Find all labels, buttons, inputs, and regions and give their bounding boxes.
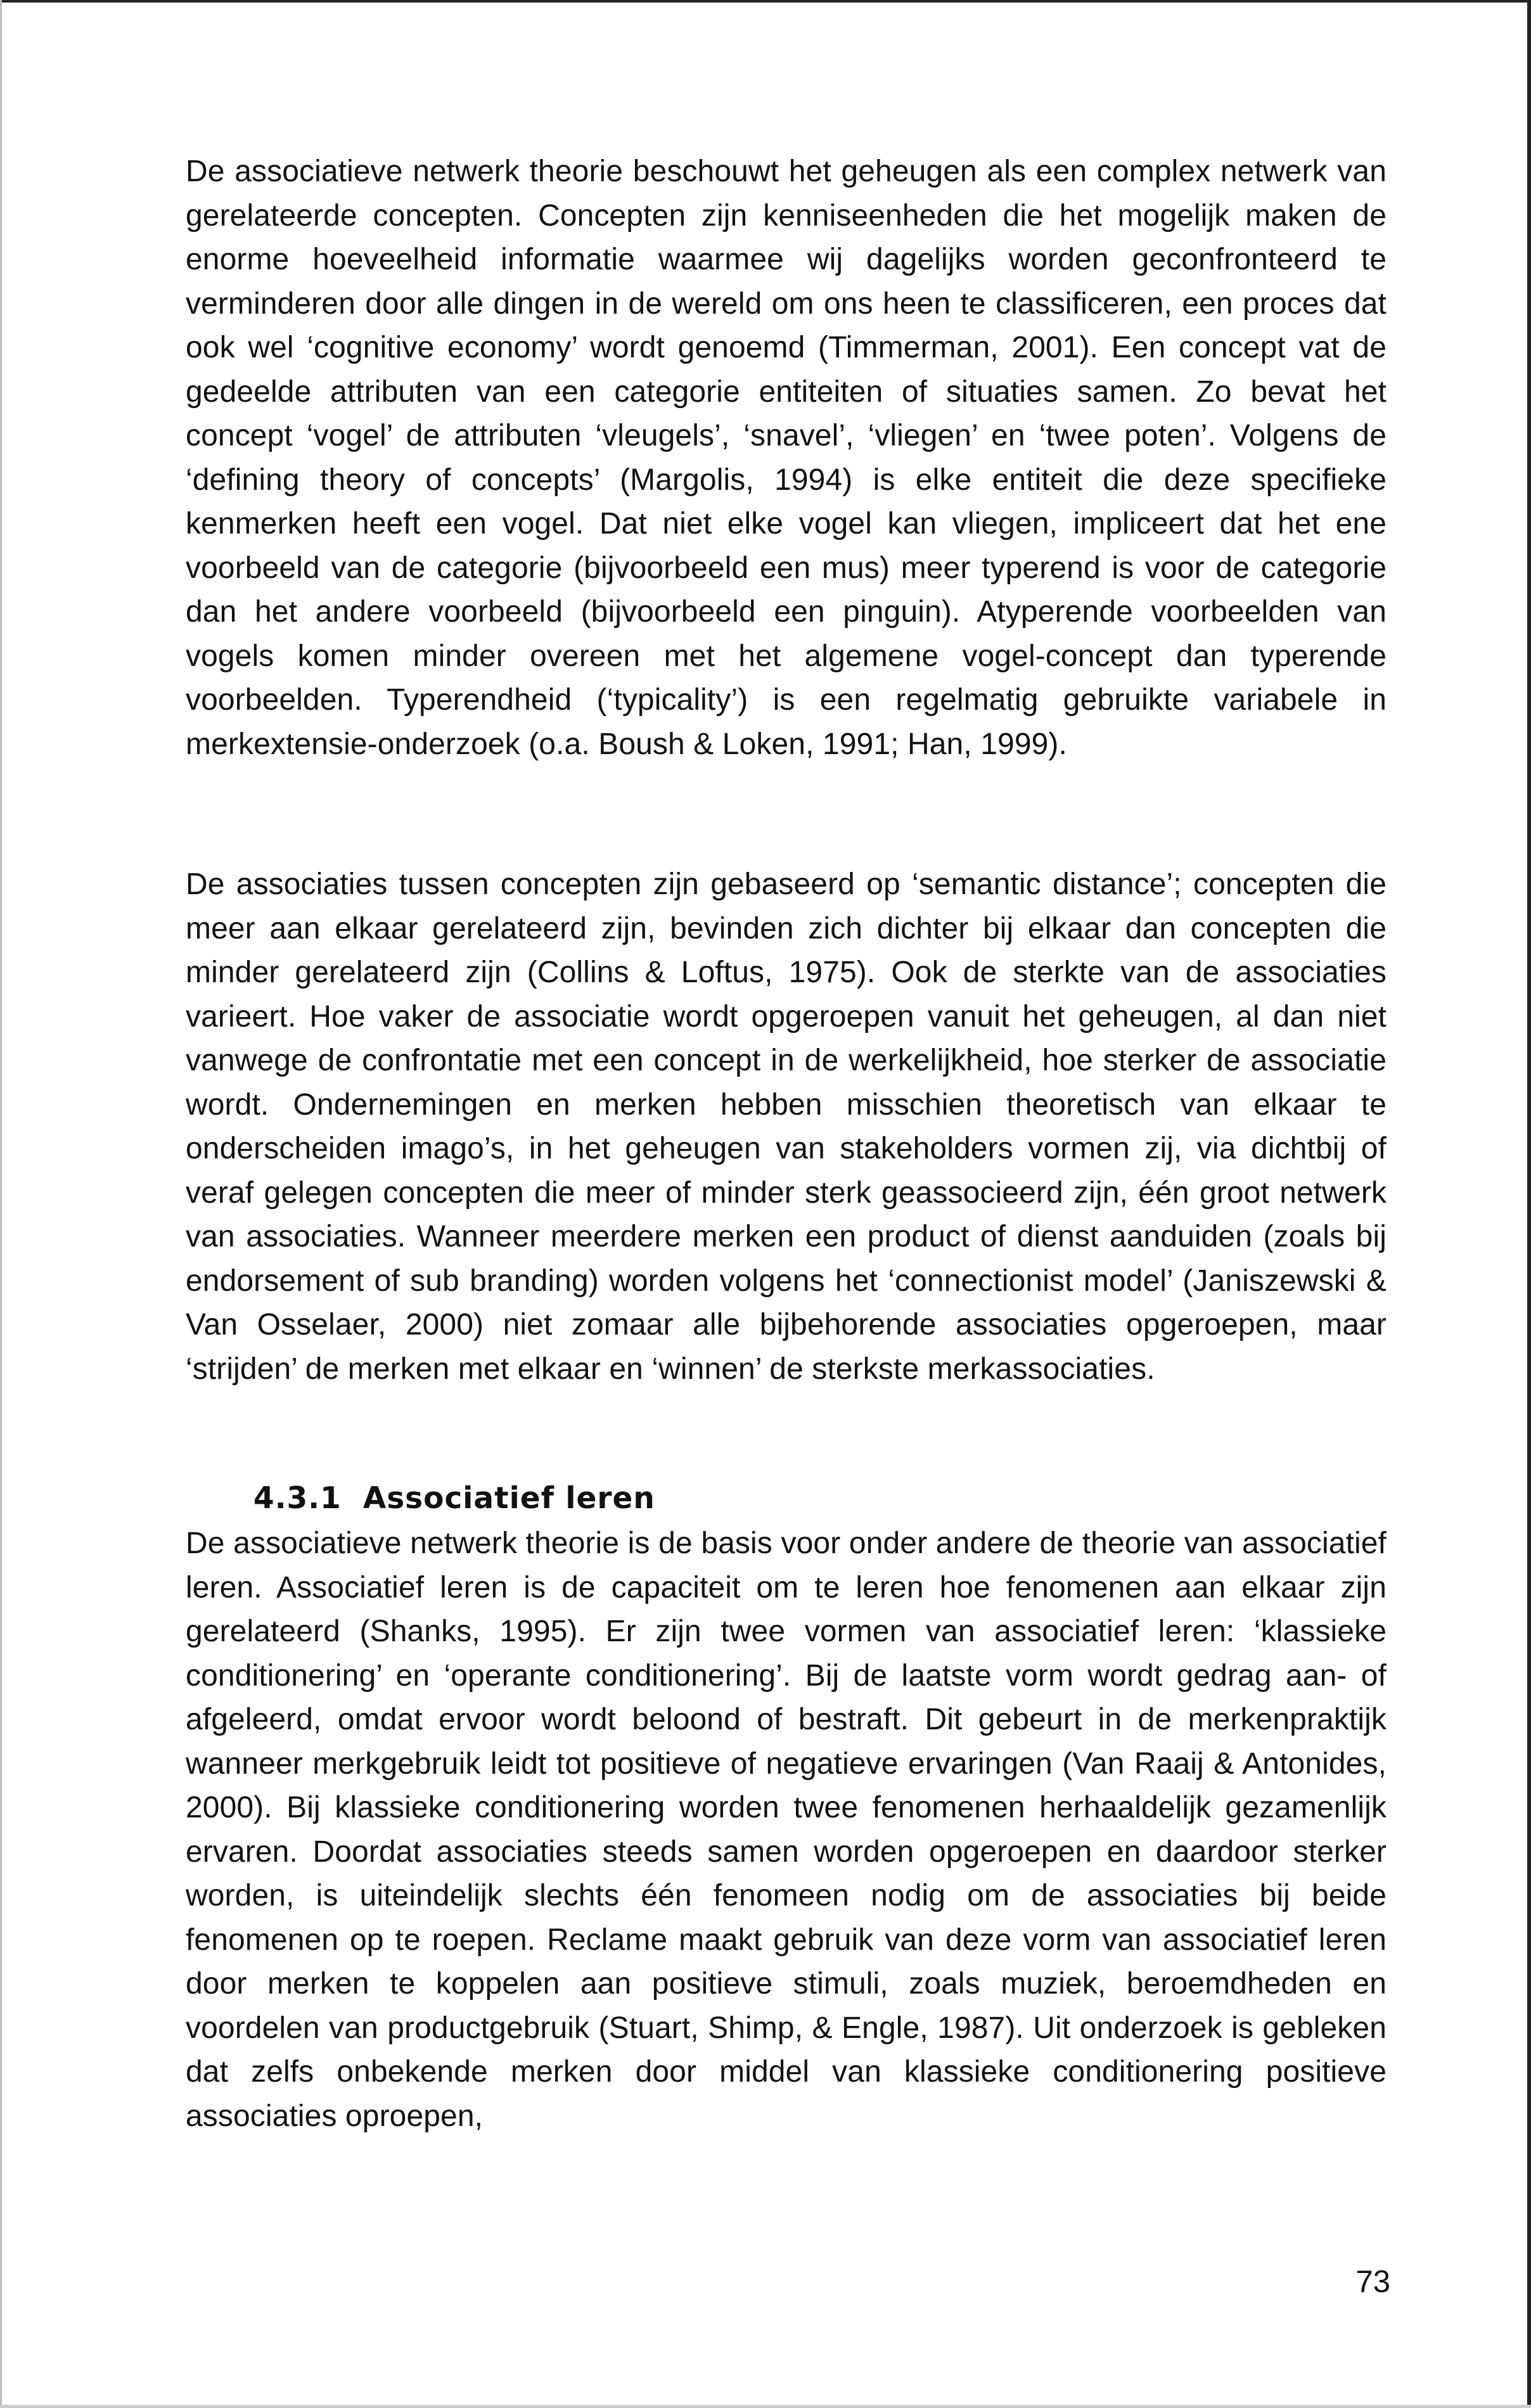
paragraph-semantic-distance: De associaties tussen concepten zijn gebaseerd op ‘semantic distance’; concepten die meer aan elkaar gerelateerd zijn, bevinden zich dichter bij elkaar dan concepten die minder gerelateerd zijn (Collins & Loftus, 1975). Ook de sterkte van de associaties varieert. Hoe vaker de associatie wordt opgeroepen vanuit het geheugen, al dan niet vanwege de confrontatie met een concept in de werkelijkheid, hoe sterker de associatie wordt. Ondernemingen en merken hebben misschien theoretisch van elkaar te onderscheiden imago’s, in het geheugen van stakeholders vormen zij, via dichtbij of veraf gelegen concepten die meer of minder sterk geassocieerd zijn, één groot netwerk van associaties. Wanneer meerdere merken een product of dienst aanduiden (zoals bij endorsement of sub branding) worden volgens het ‘connectionist model’ (Janiszewski & Van Osselaer, 2000) niet zomaar alle bijbehorende associaties opgeroepen, maar ‘strijden’ de merken met elkaar en ‘winnen’ de sterkste merkassociaties.: [186, 868, 1387, 1386]
section-number: 4.3.1: [253, 1481, 342, 1516]
section-heading: [253, 1476, 655, 1520]
page-bottom-border: [0, 2405, 1531, 2408]
section-title: Associatief leren: [362, 1481, 655, 1516]
paragraph-associative-learning: De associatieve netwerk theorie is de basis voor onder andere de theorie van associatief leren. Associatief leren is de capaciteit om te leren hoe fenomenen aan elkaar zijn gerelateerd (Shanks, 1995). Er zijn twee vormen van associatief leren: ‘klassieke conditionering’ en ‘operante conditionering’. Bij de laatste vorm wordt gedrag aan- of afgeleerd, omdat ervoor wordt beloond of bestraft. Dit gebeurt in de merkenpraktijk wanneer merkgebruik leidt tot positieve of negatieve ervaringen (Van Raaij & Antonides, 2000). Bij klassieke conditionering worden twee fenomenen herhaaldelijk gezamenlijk ervaren. Doordat associaties steeds samen worden opgeroepen en daardoor sterker worden, is uiteindelijk slechts één fenomeen nodig om de associaties bij beide fenomenen op te roepen. Reclame maakt gebruik van deze vorm van associatief leren door merken te koppelen aan positieve stimuli, zoals muziek, beroemdheden en voordelen van productgebruik (Stuart, Shimp, & Engle, 1987). Uit onderzoek is gebleken dat zelfs onbekende merken door middel van klassieke conditionering positieve associaties oproepen,: [186, 1527, 1387, 2133]
page-top-border: [0, 0, 1531, 3]
paragraph-associative-network-theory: De associatieve netwerk theorie beschouwt het geheugen als een complex netwerk van gerelateerde concepten. Concepten zijn kenniseenheden die het mogelijk maken de enorme hoeveelheid informatie waarmee wij dagelijks worden geconfronteerd te verminderen door alle dingen in de wereld om ons heen te classificeren, een proces dat ook wel ‘cognitive economy’ wordt genoemd (Timmerman, 2001). Een concept vat de gedeelde attributen van een categorie entiteiten of situaties samen. Zo bevat het concept ‘vogel’ de attributen ‘vleugels’, ‘snavel’, ‘vliegen’ en ‘twee poten’. Volgens de ‘defining theory of concepts’ (Margolis, 1994) is elke entiteit die deze specifieke kenmerken heeft een vogel. Dat niet elke vogel kan vliegen, impliceert dat het ene voorbeeld van de categorie (bijvoorbeeld een mus) meer typerend is voor de categorie dan het andere voorbeeld (bijvoorbeeld een pinguin). Atyperende voorbeelden van vogels komen minder overeen met het algemene vogel-concept dan typerende voorbeelden. Typerendheid (‘typicality’) is een regelmatig gebruikte variabele in merkextensie-onderzoek (o.a. Boush & Loken, 1991; Han, 1999).: [186, 155, 1387, 761]
page-right-border: [1527, 0, 1531, 2408]
page-number: 73: [1355, 2265, 1390, 2299]
page-left-border: [0, 0, 2, 2408]
